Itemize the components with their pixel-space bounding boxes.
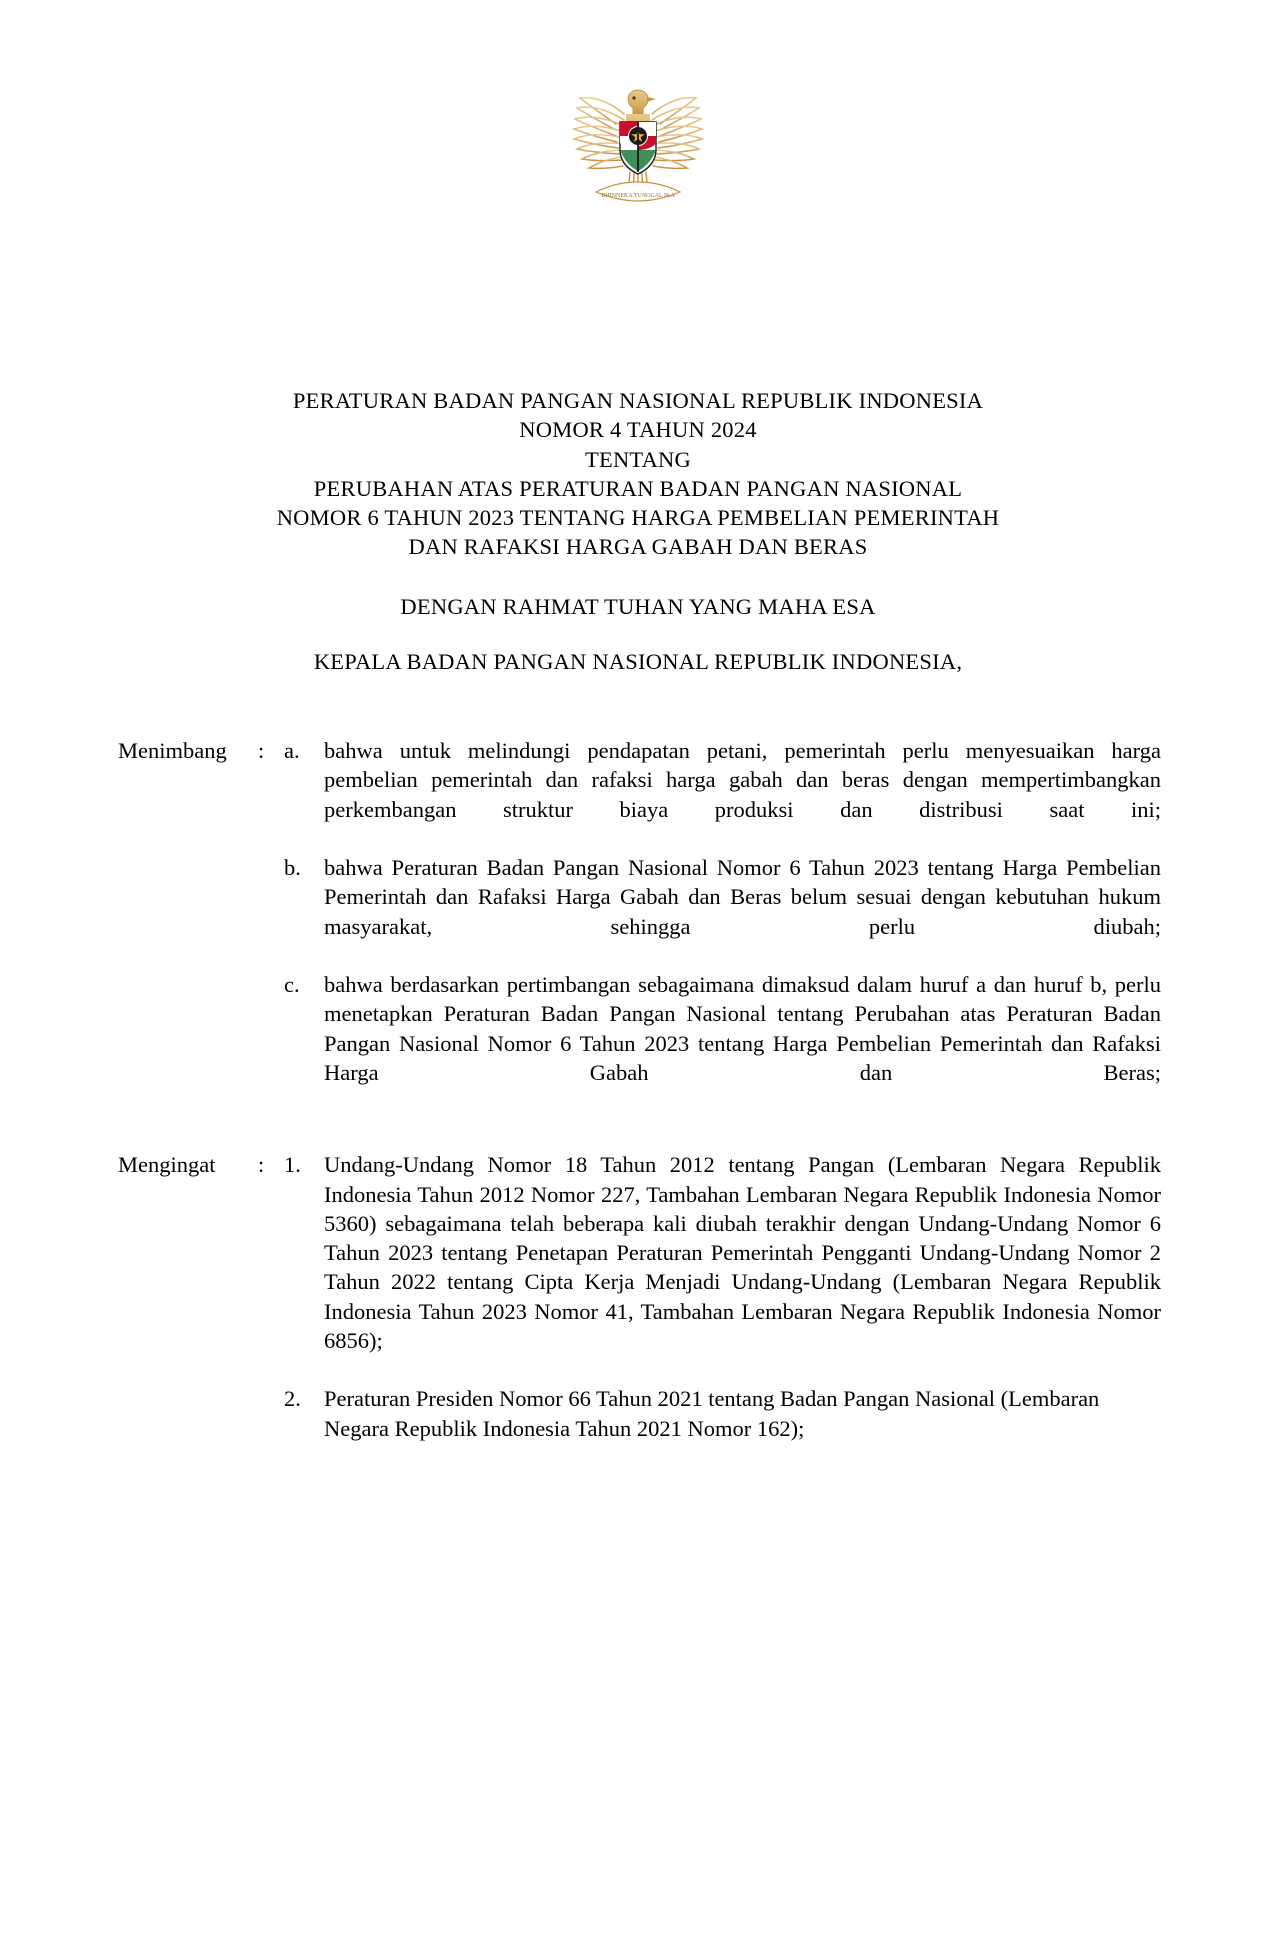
section-mengingat	[118, 1150, 1161, 1443]
item-text-c: bahwa berdasarkan pertimbangan sebagaimana dimaksud dalam huruf a dan huruf b, perlu menetapkan Peraturan Badan Pangan Nasional tentang Perubahan atas Peraturan Badan Pangan Nasional Nomor 6 Tahun 2023 tentang Harga Pembelian Pemerintah dan Rafaksi Harga Gabah dan Beras;	[324, 972, 1161, 1085]
document-title-block	[0, 386, 1276, 676]
title-line-6: DAN RAFAKSI HARGA GABAH DAN BERAS	[408, 534, 868, 560]
item-marker-1: 1.	[284, 1152, 301, 1178]
item-text-2: Peraturan Presiden Nomor 66 Tahun 2021 tentang Badan Pangan Nasional (Lembaran Negara Republik Indonesia Tahun 2021 Nomor 162);	[324, 1386, 1100, 1441]
menimbang-items	[284, 736, 1161, 1116]
title-line-1: PERATURAN BADAN PANGAN NASIONAL REPUBLIK INDONESIA	[292, 388, 984, 413]
title-line-4: PERUBAHAN ATAS PERATURAN BADAN PANGAN NASIONAL	[313, 475, 963, 501]
list-item	[284, 1384, 1161, 1443]
title-line-3: TENTANG	[585, 446, 691, 472]
item-marker-b: b.	[284, 855, 301, 880]
section-menimbang	[118, 736, 1161, 1116]
item-text-1: Undang-Undang Nomor 18 Tahun 2012 tentang Pangan (Lembaran Negara Republik Indonesia Tahun 2012 Nomor 227, Tambahan Lembaran Negara Republik Indonesia Nomor 5360) sebagaimana telah beberapa kali diubah terakhir dengan Undang-Undang Nomor 6 Tahun 2023 tentang Penetapan Peraturan Pemerintah Pengganti Undang-Undang Nomor 2 Tahun 2022 tentang Cipta Kerja Menjadi Undang-Undang (Lembaran Negara Republik Indonesia Tahun 2023 Nomor 41, Tambahan Lembaran Negara Republik Indonesia Nomor 6856);	[324, 1152, 1161, 1353]
list-item	[284, 736, 1161, 853]
item-marker-c: c.	[284, 972, 300, 997]
emblem-motto-text: BHINNEKA TUNGGAL IKA	[601, 193, 675, 199]
title-line-2: NOMOR 4 TAHUN 2024	[519, 417, 757, 443]
menimbang-colon: :	[258, 738, 265, 763]
list-item	[284, 853, 1161, 970]
emblem-container	[0, 0, 1276, 218]
list-item	[284, 1150, 1161, 1384]
item-marker-2: 2.	[284, 1386, 301, 1412]
mengingat-label: Mengingat	[118, 1152, 216, 1178]
list-item	[284, 970, 1161, 1116]
item-marker-a: a.	[284, 738, 300, 763]
mengingat-colon: :	[258, 1152, 265, 1178]
garuda-pancasila-emblem	[550, 72, 726, 218]
document-body	[0, 736, 1276, 1443]
title-line-5: NOMOR 6 TAHUN 2023 TENTANG HARGA PEMBELIAN PEMERINTAH	[276, 505, 1000, 530]
menimbang-label: Menimbang	[118, 738, 227, 763]
mengingat-items	[284, 1150, 1161, 1443]
authority-line: KEPALA BADAN PANGAN NASIONAL REPUBLIK INDONESIA,	[313, 648, 963, 674]
item-text-a: bahwa untuk melindungi pendapatan petani, pemerintah perlu menyesuaikan harga pembelian pemerintah dan rafaksi harga gabah dan beras dengan mempertimbangkan perkembangan struktur biaya produksi dan distribusi saat ini;	[324, 738, 1161, 822]
item-text-b: bahwa Peraturan Badan Pangan Nasional Nomor 6 Tahun 2023 tentang Harga Pembelian Pemerintah dan Rafaksi Harga Gabah dan Beras belum sesuai dengan kebutuhan hukum masyarakat, sehingga perlu diubah;	[324, 855, 1161, 939]
title-spacer-1	[0, 562, 1276, 592]
title-spacer-2	[0, 621, 1276, 647]
pancasila-shield	[620, 122, 656, 174]
blessing-line: DENGAN RAHMAT TUHAN YANG MAHA ESA	[400, 593, 876, 619]
